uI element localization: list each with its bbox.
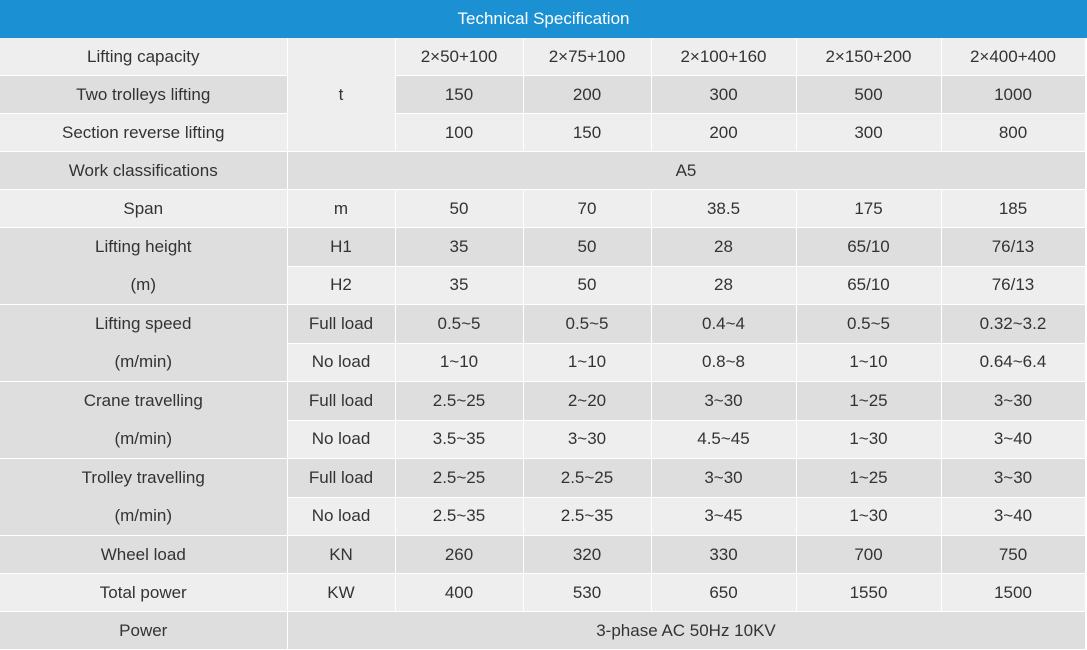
table-row xyxy=(0,190,1085,228)
value-cell: 28 xyxy=(651,266,796,305)
value-cell: 300 xyxy=(651,76,796,114)
value-cell: 3.5~35 xyxy=(395,420,523,459)
value-cell: 2.5~25 xyxy=(395,459,523,498)
value-cell: 1~30 xyxy=(796,420,941,459)
row-label-group xyxy=(0,382,287,459)
value-cell: 65/10 xyxy=(796,266,941,305)
value-cell: 300 xyxy=(796,114,941,152)
value-cell: 76/13 xyxy=(941,266,1085,305)
value-cell: 2×50+100 xyxy=(395,38,523,76)
value-cell: 0.5~5 xyxy=(395,305,523,344)
table-row xyxy=(0,382,1085,421)
value-cell: 200 xyxy=(651,114,796,152)
row-label: Total power xyxy=(0,574,287,612)
unit-cell: m xyxy=(287,190,395,228)
table-row xyxy=(0,38,1085,76)
value-cell: 65/10 xyxy=(796,228,941,267)
value-cell: 750 xyxy=(941,536,1085,574)
value-cell: 28 xyxy=(651,228,796,267)
value-cell: 3-phase AC 50Hz 10KV xyxy=(287,612,1085,650)
value-cell: 0.4~4 xyxy=(651,305,796,344)
row-label: Lifting height xyxy=(95,237,192,256)
value-cell: 2.5~25 xyxy=(395,382,523,421)
value-cell: 1~25 xyxy=(796,382,941,421)
value-cell: 150 xyxy=(523,114,651,152)
table-row xyxy=(0,152,1085,190)
value-cell: 200 xyxy=(523,76,651,114)
value-cell: 76/13 xyxy=(941,228,1085,267)
value-cell: 70 xyxy=(523,190,651,228)
unit-cell: Full load xyxy=(287,459,395,498)
row-unit: (m/min) xyxy=(114,506,173,525)
value-cell: A5 xyxy=(287,152,1085,190)
unit-cell: KW xyxy=(287,574,395,612)
value-cell: 2×75+100 xyxy=(523,38,651,76)
row-label: Section reverse lifting xyxy=(0,114,287,152)
value-cell: 320 xyxy=(523,536,651,574)
value-cell: 650 xyxy=(651,574,796,612)
table-row xyxy=(0,536,1085,574)
value-cell: 2.5~35 xyxy=(523,497,651,536)
table-row xyxy=(0,228,1085,267)
value-cell: 3~30 xyxy=(523,420,651,459)
value-cell: 400 xyxy=(395,574,523,612)
value-cell: 38.5 xyxy=(651,190,796,228)
value-cell: 2.5~25 xyxy=(523,459,651,498)
value-cell: 3~30 xyxy=(651,382,796,421)
row-label-group xyxy=(0,228,287,305)
unit-cell: No load xyxy=(287,497,395,536)
value-cell: 1~30 xyxy=(796,497,941,536)
value-cell: 150 xyxy=(395,76,523,114)
value-cell: 3~40 xyxy=(941,497,1085,536)
value-cell: 0.8~8 xyxy=(651,343,796,382)
unit-cell: KN xyxy=(287,536,395,574)
value-cell: 3~30 xyxy=(941,459,1085,498)
row-label-group xyxy=(0,459,287,536)
value-cell: 0.5~5 xyxy=(796,305,941,344)
row-unit: (m/min) xyxy=(114,429,173,448)
row-label: Wheel load xyxy=(0,536,287,574)
value-cell: 0.5~5 xyxy=(523,305,651,344)
unit-cell: H1 xyxy=(287,228,395,267)
value-cell: 3~40 xyxy=(941,420,1085,459)
unit-cell: No load xyxy=(287,343,395,382)
row-label: Trolley travelling xyxy=(81,468,205,487)
row-label: Span xyxy=(0,190,287,228)
value-cell: 2×100+160 xyxy=(651,38,796,76)
value-cell: 330 xyxy=(651,536,796,574)
value-cell: 1~10 xyxy=(796,343,941,382)
row-unit: (m/min) xyxy=(114,352,173,371)
value-cell: 1000 xyxy=(941,76,1085,114)
value-cell: 1~10 xyxy=(523,343,651,382)
value-cell: 2~20 xyxy=(523,382,651,421)
value-cell: 4.5~45 xyxy=(651,420,796,459)
value-cell: 100 xyxy=(395,114,523,152)
value-cell: 185 xyxy=(941,190,1085,228)
value-cell: 3~45 xyxy=(651,497,796,536)
value-cell: 2×400+400 xyxy=(941,38,1085,76)
value-cell: 50 xyxy=(523,266,651,305)
table-row xyxy=(0,114,1085,152)
table-row xyxy=(0,459,1085,498)
value-cell: 2×150+200 xyxy=(796,38,941,76)
value-cell: 500 xyxy=(796,76,941,114)
unit-cell: Full load xyxy=(287,382,395,421)
table-row xyxy=(0,305,1085,344)
value-cell: 175 xyxy=(796,190,941,228)
value-cell: 0.32~3.2 xyxy=(941,305,1085,344)
value-cell: 1~10 xyxy=(395,343,523,382)
row-label: Lifting capacity xyxy=(0,38,287,76)
value-cell: 1550 xyxy=(796,574,941,612)
value-cell: 50 xyxy=(523,228,651,267)
value-cell: 3~30 xyxy=(651,459,796,498)
value-cell: 1~25 xyxy=(796,459,941,498)
value-cell: 800 xyxy=(941,114,1085,152)
unit-cell: H2 xyxy=(287,266,395,305)
row-label: Two trolleys lifting xyxy=(0,76,287,114)
table-row xyxy=(0,612,1085,650)
unit-cell: t xyxy=(287,38,395,152)
value-cell: 50 xyxy=(395,190,523,228)
unit-cell: No load xyxy=(287,420,395,459)
spec-table xyxy=(0,38,1086,650)
value-cell: 260 xyxy=(395,536,523,574)
value-cell: 2.5~35 xyxy=(395,497,523,536)
row-label-group xyxy=(0,305,287,382)
value-cell: 700 xyxy=(796,536,941,574)
value-cell: 35 xyxy=(395,228,523,267)
value-cell: 1500 xyxy=(941,574,1085,612)
value-cell: 530 xyxy=(523,574,651,612)
row-label: Work classifications xyxy=(0,152,287,190)
unit-cell: Full load xyxy=(287,305,395,344)
row-label: Crane travelling xyxy=(83,391,203,410)
row-label: Lifting speed xyxy=(95,314,192,333)
row-label: Power xyxy=(0,612,287,650)
table-row xyxy=(0,76,1085,114)
value-cell: 0.64~6.4 xyxy=(941,343,1085,382)
row-unit: (m) xyxy=(130,275,156,294)
table-title: Technical Specification xyxy=(0,0,1087,38)
value-cell: 3~30 xyxy=(941,382,1085,421)
value-cell: 35 xyxy=(395,266,523,305)
table-row xyxy=(0,574,1085,612)
